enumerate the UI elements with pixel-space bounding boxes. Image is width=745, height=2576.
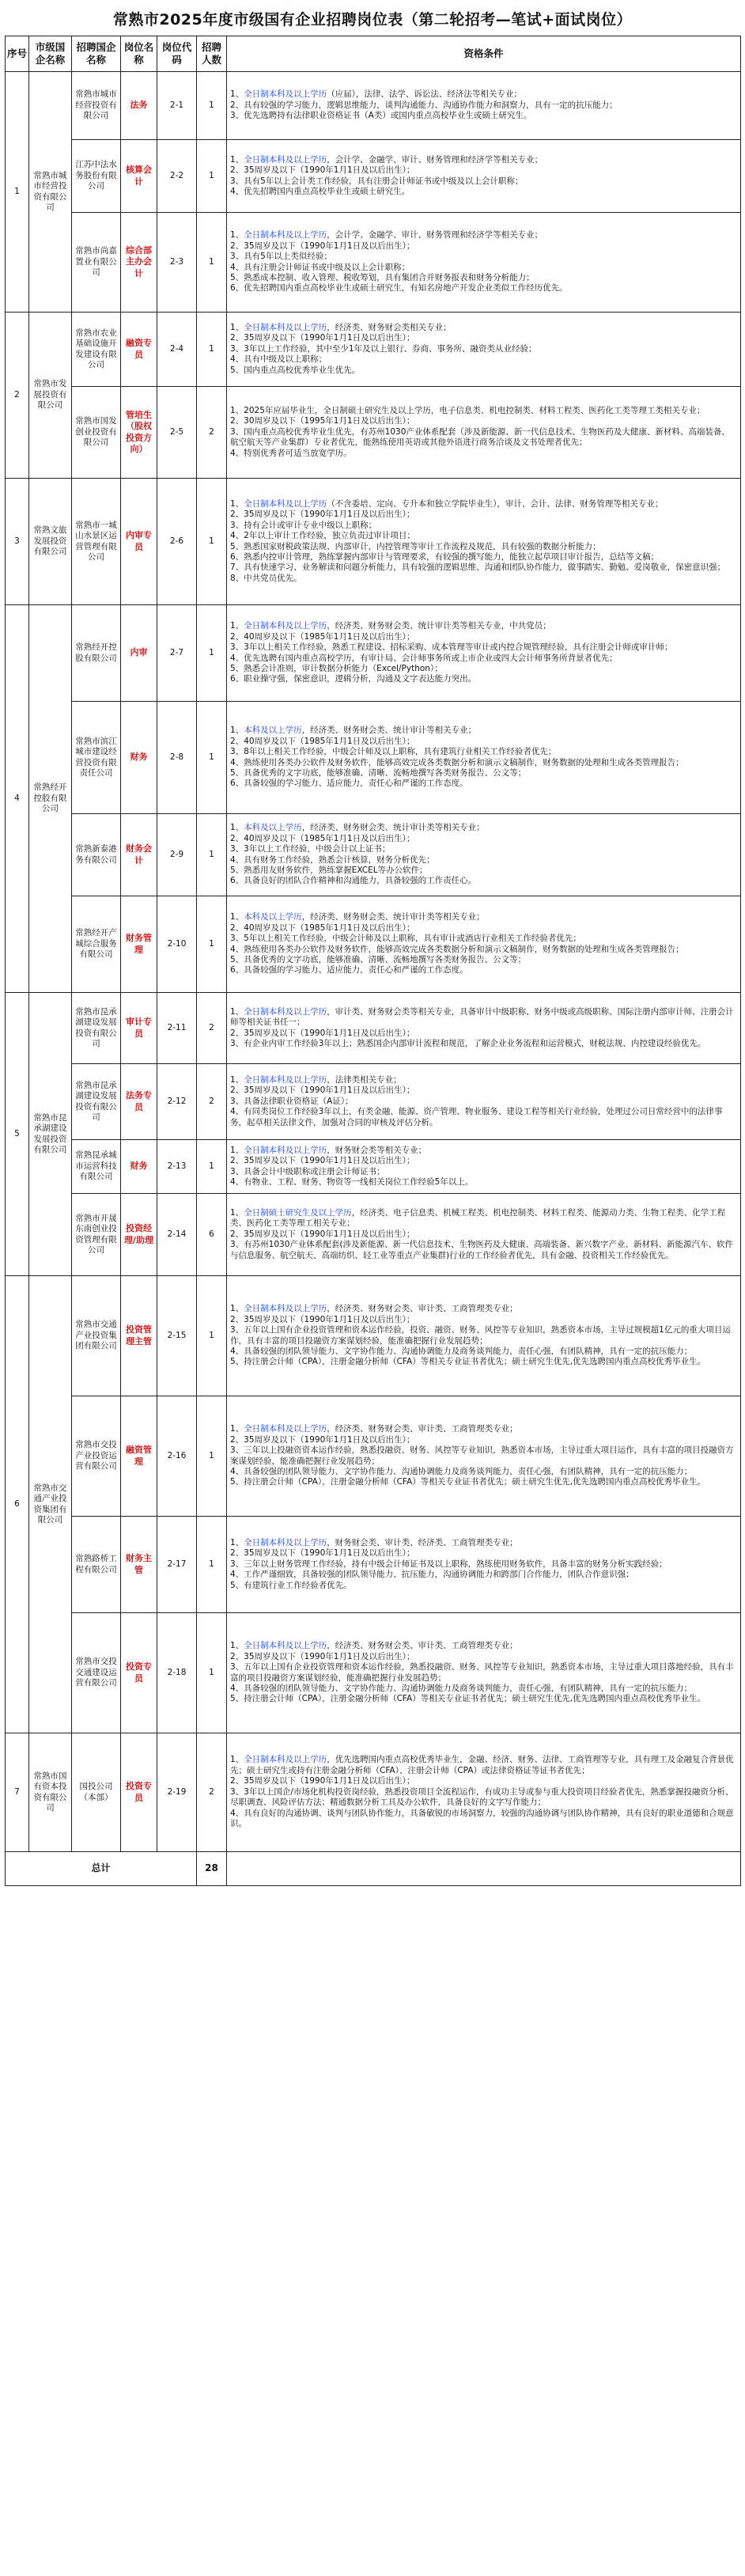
hiring-company: 常熟市滨江城市建设经营投资有限责任公司 — [72, 702, 121, 814]
position-code: 2-15 — [157, 1276, 197, 1396]
header-parent: 市级国企名称 — [29, 36, 72, 72]
position-name: 投资专员 — [121, 1613, 157, 1733]
requirement-line: 5、持注册会计师（CPA），注册金融分析师（CFA）等相关专业证书者优先；硕士研究生优先,优先选聘国内重点高校优秀毕业生。 — [230, 1694, 706, 1704]
hiring-company: 常熟昆承城市运营科技有限公司 — [72, 1140, 121, 1194]
requirement-line: 2、35周岁及以下（1990年1月1日及以后出生）； — [230, 1229, 415, 1239]
requirement-line: 4、具备较强的团队领导能力、文字协作能力、沟通协调能力及商务谈判能力，责任心强，有团队精神，具有一定的抗压能力； — [230, 1346, 693, 1356]
hire-count: 1 — [197, 1613, 227, 1733]
requirement-line: 2、具有较强的学习能力，逻辑思维能力，谈判沟通能力、沟通协作能力和洞察力，具有一定的抗压能力； — [230, 100, 618, 110]
requirement-line: 4、有同类岗位工作经验3年以上，有类金融、能源、资产管理、物业服务、建设工程等相关行业经验，处理过公司日常经营中的法律事务，起草相关法律文件，加强对合同的审核及评估分析。 — [230, 1107, 723, 1127]
table-row — [6, 1517, 741, 1613]
education-highlight: 全日制本科及以上学历 — [244, 230, 327, 241]
position-code: 2-16 — [157, 1396, 197, 1517]
hire-count: 1 — [197, 1517, 227, 1613]
requirement-line: 5、熟悉成本控制、收入管理、税收筹划，具有集团合并财务报表和财务分析能力； — [230, 272, 535, 282]
requirement-line: 4、具有良好的沟通协调、谈判与团队协作能力，具备敏锐的市场洞察力，较强的沟通协调与团队协作精神，具有良好的职业道德和合规意识。 — [230, 1808, 734, 1829]
education-highlight: 全日制本科及以上学历 — [244, 1145, 327, 1155]
hiring-company: 常熟市一城山水景区运营管理有限公司 — [72, 479, 121, 605]
position-code: 2-3 — [157, 213, 197, 313]
position-code: 2-4 — [157, 313, 197, 387]
requirement-line: 6、具备较强的学习能力、适应能力，责任心和严谨的工作态度。 — [230, 778, 468, 789]
requirement-line: 5、熟悉国家财税政策法规、内部审计，内控管理等审计工作流程及规范，具有较强的数据分析能力； — [230, 541, 601, 551]
requirement-line: 4、具备较强的团队领导能力、文字协作能力、沟通协调能力及商务谈判能力，责任心强，有团队精神，具有一定的抗压能力； — [230, 1683, 693, 1693]
requirement-line: 1、全日制本科及以上学历，优先选聘国内重点高校优秀毕业生，金融、经济、财务、法律、工商管理等专业，具有理工及金融复合背景优先；硕士研究生或持有注册金融分析师（CFA）、注册会计师（CPA）或法律资格证等证书者优先； — [230, 1755, 734, 1775]
parent-company: 常熟市城市经营投资有限公司 — [29, 72, 72, 313]
header-requirements: 资格条件 — [227, 36, 741, 72]
requirement-line: 1、2025年应届毕业生，全日制硕士研究生及以上学历，电子信息类、机电控制类、材料工程类、医药化工类等理工类相关专业； — [230, 405, 705, 415]
page — [5, 0, 740, 1886]
hiring-company: 常熟经开控股有限公司 — [72, 605, 121, 702]
requirement-line: 2、35周岁及以下（1990年1月1日及以后出生）； — [230, 1651, 415, 1661]
requirement-line: 5、有建筑行业工作经验者优先。 — [230, 1580, 352, 1590]
requirement-line: 3、优先选聘持有法律职业资格证书（A类）或国内重点高校毕业生或硕士研究生。 — [230, 111, 532, 121]
table-row — [6, 993, 741, 1064]
table-row — [6, 605, 741, 702]
hiring-company: 常熟经开产城综合服务有限公司 — [72, 896, 121, 993]
requirement-line: 3、三年以上投融资资本运作经验，熟悉投融资、财务、风控等专业知识，熟悉资本市场，主导过重大项目运作，具有丰富的项目投融资方案谋划经验，能准确把握行业发展趋势； — [230, 1445, 734, 1466]
requirement-line: 4、具有中级及以上职称； — [230, 354, 327, 365]
requirements — [227, 479, 741, 605]
requirement-line: 3、3年以上相关工作经验，熟悉工程建设、招标采购、成本管理等审计或内控合规管理经验，具有注册会计师或审计师； — [230, 642, 673, 653]
requirement-line: 3、五年以上国有企业投资管理和资本运作经验，熟悉投融资、财务、风控等专业知识，熟悉资本市场，主导过重大项目落地经验，具有丰富的项目投融资方案谋划经验，能准确把握行业发展趋势； — [230, 1662, 734, 1683]
table-row — [6, 387, 741, 479]
education-highlight: 全日制本科及以上学历 — [244, 154, 327, 165]
position-code: 2-8 — [157, 702, 197, 814]
position-name: 融资管理 — [121, 1396, 157, 1517]
requirement-line: 3、持有会计或审计专业中级以上职称； — [230, 520, 377, 530]
hire-count: 1 — [197, 702, 227, 814]
requirement-line: 1、全日制本科及以上学历，经济类、财务财会类、统计审计类等相关专业，中共党员； — [230, 621, 551, 631]
requirement-line: 1、全日制本科及以上学历（应届），法律、法学、诉讼法、经济法等相关专业； — [230, 89, 522, 100]
position-code: 2-14 — [157, 1194, 197, 1276]
hire-count: 1 — [197, 313, 227, 387]
position-name: 财务会计 — [121, 814, 157, 896]
hiring-company: 常熟路桥工程有限公司 — [72, 1517, 121, 1613]
job-table — [5, 36, 741, 1886]
requirement-line: 1、全日制本科及以上学历，财务财会类等相关专业； — [230, 1145, 427, 1155]
education-highlight: 本科及以上学历 — [244, 725, 302, 736]
requirement-line: 8、中共党员优先。 — [230, 573, 302, 583]
position-name: 内审专员 — [121, 479, 157, 605]
requirement-line: 3、五年以上国有企业投资管理和资本运作经验，投资、融资、财务、风控等专业知识，熟悉资本市场，主导过规模超1亿元的重大项目运作，具有丰富的项目投融资方案谋划经验，能准确把握行业发展趋势； — [230, 1325, 731, 1346]
requirement-line: 1、全日制本科及以上学历，法律类相关专业； — [230, 1074, 402, 1085]
hire-count: 1 — [197, 605, 227, 702]
requirement-line: 2、35周岁及以下（1990年1月1日及以后出生）； — [230, 1314, 415, 1324]
requirement-line: 6、职业操守强，保密意识，逻辑分析，沟通及文字表达能力突出。 — [230, 674, 477, 684]
hire-count: 1 — [197, 1140, 227, 1194]
requirement-line: 4、具有注册会计师证书或中级及以上会计职称； — [230, 262, 410, 272]
education-highlight: 全日制本科及以上学历 — [244, 621, 327, 631]
requirement-line: 2、35周岁及以下（1990年1月1日及以后出生）； — [230, 165, 415, 176]
hire-count: 1 — [197, 1276, 227, 1396]
row-number: 1 — [6, 72, 29, 313]
total-empty — [227, 1852, 741, 1886]
hire-count: 2 — [197, 1064, 227, 1140]
position-name: 财务管理 — [121, 896, 157, 993]
position-name: 投资专员 — [121, 1733, 157, 1852]
requirement-line: 2、35周岁及以下（1990年1月1日及以后出生）； — [230, 1156, 415, 1166]
requirement-line: 2、35周岁及以下（1990年1月1日及以后出生）； — [230, 1548, 415, 1559]
table-row — [6, 1613, 741, 1733]
hiring-company: 常熟市城市经营投资有限公司 — [72, 72, 121, 140]
position-code: 2-9 — [157, 814, 197, 896]
table-row — [6, 1194, 741, 1276]
requirements — [227, 1276, 741, 1396]
requirement-line: 4、具有财务工作经验，熟悉会计核算，财务分析优先； — [230, 854, 435, 865]
position-name: 综合部主办会计 — [121, 213, 157, 313]
requirements — [227, 1733, 741, 1852]
position-code: 2-12 — [157, 1064, 197, 1140]
total-row — [6, 1852, 741, 1886]
requirements — [227, 1064, 741, 1140]
requirements — [227, 814, 741, 896]
education-highlight: 本科及以上学历 — [244, 912, 302, 922]
requirement-line: 2、40周岁及以下（1985年1月1日及以后出生）； — [230, 833, 415, 843]
position-code: 2-13 — [157, 1140, 197, 1194]
requirement-line: 2、40周岁及以下（1985年1月1日及以后出生）； — [230, 631, 415, 642]
requirement-line: 1、全日制本科及以上学历，会计学、金融学、审计、财务管理和经济学等相关专业； — [230, 154, 543, 165]
hiring-company: 常熟市昆承湖建设发展投资有限公司 — [72, 1064, 121, 1140]
requirements — [227, 140, 741, 213]
position-code: 2-6 — [157, 479, 197, 605]
position-code: 2-18 — [157, 1613, 197, 1733]
requirement-line: 2、40周岁及以下（1985年1月1日及以后出生）； — [230, 736, 415, 746]
requirement-line: 2、35周岁及以下（1990年1月1日及以后出生）； — [230, 1434, 415, 1445]
parent-company: 常熟经开控股有限公司 — [29, 605, 72, 993]
requirement-line: 4、熟练使用各类办公软件及财务软件，能够高效完成各类数据分析和演示文稿制作，财务数据的处理和生成各类管理报告； — [230, 757, 684, 767]
hiring-company: 常熟市交投产业投资运营有限公司 — [72, 1396, 121, 1517]
table-row — [6, 1276, 741, 1396]
table-row — [6, 702, 741, 814]
position-name: 管培生（股权投资方向） — [121, 387, 157, 479]
hire-count: 1 — [197, 72, 227, 140]
requirement-line: 6、具备良好的团队合作精神和沟通能力，具备较强的工作责任心。 — [230, 876, 477, 886]
education-highlight: 全日制本科及以上学历 — [244, 1641, 327, 1651]
header-row — [6, 36, 741, 72]
position-name: 核算会计 — [121, 140, 157, 213]
requirement-line: 1、全日制本科及以上学历，经济类、财务财会类相关专业； — [230, 322, 452, 332]
education-highlight: 全日制硕士研究生及以上学历 — [244, 1207, 352, 1218]
hiring-company: 常熟市交投交通建设运营有限公司 — [72, 1613, 121, 1733]
position-name: 投资经理/助理 — [121, 1194, 157, 1276]
education-highlight: 全日制本科及以上学历 — [244, 322, 327, 332]
requirements — [227, 702, 741, 814]
requirement-line: 2、35周岁及以下（1990年1月1日及以后出生）； — [230, 1776, 415, 1786]
position-name: 融资专员 — [121, 313, 157, 387]
hire-count: 1 — [197, 140, 227, 213]
row-number: 4 — [6, 605, 29, 993]
position-code: 2-11 — [157, 993, 197, 1064]
requirement-line: 4、具备较强的团队领导能力、文字协作能力、沟通协调能力及商务谈判能力，责任心强，有团队精神，具有一定的抗压能力； — [230, 1466, 693, 1476]
requirement-line: 3、3年以上工作经验，其中至少1年及以上银行、券商、事务所、融资类从业经验； — [230, 343, 537, 354]
table-row — [6, 72, 741, 140]
requirement-line: 1、全日制本科及以上学历，审计类、财务财会类等相关专业，具备审计中级职称、财务中级或高级职称、国际注册内部审计师、注册会计师等相关证书任一； — [230, 1006, 734, 1028]
hire-count: 1 — [197, 213, 227, 313]
position-name: 审计专员 — [121, 993, 157, 1064]
requirement-line: 5、熟悉用友财务软件，熟练掌握EXCEL等办公软件； — [230, 865, 428, 875]
requirement-line: 1、全日制本科及以上学历（不含委培、定向、专升本和独立学院毕业生），审计、会计、法律、财务管理等相关专业； — [230, 498, 664, 509]
requirements — [227, 896, 741, 993]
position-name: 财务主管 — [121, 1517, 157, 1613]
requirement-line: 4、工作严谨细致，具备较强的团队领导能力、抗压能力，沟通协调能力和跨部门合作能力，团队合作意识强； — [230, 1570, 634, 1580]
requirement-line: 4、熟练使用各类办公软件及财务软件，能够高效完成各类数据分析和演示文稿制作，财务数据的处理和生成各类管理报告； — [230, 944, 684, 954]
requirement-line: 2、35周岁及以下（1990年1月1日及以后出生）； — [230, 333, 415, 343]
hiring-company: 常熟新泰港务有限公司 — [72, 814, 121, 896]
requirements — [227, 605, 741, 702]
education-highlight: 全日制本科及以上学历 — [244, 1074, 327, 1085]
requirement-line: 2、35周岁及以下（1990年1月1日及以后出生）； — [230, 1028, 415, 1038]
requirement-line: 1、本科及以上学历，经济类、财务财会类、统计审计等相关专业； — [230, 725, 477, 736]
header-company: 招聘国企名称 — [72, 36, 121, 72]
hire-count: 1 — [197, 814, 227, 896]
row-number: 2 — [6, 313, 29, 479]
parent-company: 常熟文旅发展投资有限公司 — [29, 479, 72, 605]
requirements — [227, 313, 741, 387]
parent-company: 常熟市交通产业投资集团有限公司 — [29, 1276, 72, 1733]
requirement-line: 2、35周岁及以下（1990年1月1日及以后出生）； — [230, 1085, 415, 1096]
requirement-line: 4、优先招聘国内重点高校毕业生或硕士研究生。 — [230, 186, 410, 196]
requirement-line: 3、有苏州1030产业体系配套(涉及新能源、新一代信息技术、生物医药及大健康、高端装备、新兴数字产业、新材料、新能源汽车、软件与信息服务、航空航天、高端纺织、轻工业等重点产业集群)行业的工作经验者优先，具有金融、投资相关工作经验优先。 — [230, 1240, 733, 1260]
requirement-line: 2、40周岁及以下（1985年1月1日及以后出生）； — [230, 922, 415, 933]
hire-count: 2 — [197, 993, 227, 1064]
position-name: 投资管理主管 — [121, 1276, 157, 1396]
requirement-line: 3、3年以上工作经验，中级会计以上证书； — [230, 844, 391, 854]
requirement-line: 3、具有5年以上类似经验； — [230, 252, 332, 262]
requirement-line: 6、熟悉内控审计管理，熟练掌握内部审计与管理要求，有较强的撰写能力，能独立起草项目审计报告，总结等文稿； — [230, 551, 660, 562]
requirement-line: 5、熟悉会计准则，审计数据分析能力（Excel/Python）； — [230, 663, 443, 673]
requirement-line: 3、5年以上相关工作经验，中级会计师及以上职称，具有审计或酒店行业相关工作经验者优先； — [230, 934, 581, 944]
header-position: 岗位名称 — [121, 36, 157, 72]
table-row — [6, 1396, 741, 1517]
requirement-line: 2、30周岁及以下（1995年1月1日及以后出生）； — [230, 416, 415, 426]
requirement-line: 3、具有5年以上会计类工作经验，具有注册会计师证书或中级及以上会计职称； — [230, 176, 524, 186]
requirement-line: 3、3年以上国企/市场化机构投资岗经验，熟悉投资项目全流程运作，有成功主导或参与重大投资项目经验者优先，熟悉掌握投融资分析、尽职调查、风险评估方法；精通数据分析工具及办公软件，具备良好的文字写作能力； — [230, 1786, 734, 1808]
table-row — [6, 896, 741, 993]
parent-company: 常熟市国有资本投资有限公司 — [29, 1733, 72, 1852]
hiring-company: 常熟市交通产业投资集团有限公司 — [72, 1276, 121, 1396]
position-code: 2-7 — [157, 605, 197, 702]
hiring-company: 常熟市农业基础设施开发建设有限公司 — [72, 313, 121, 387]
requirements — [227, 387, 741, 479]
requirement-line: 5、持注册会计师（CPA），注册金融分析师（CFA）等相关专业证书者优先；硕士研究生优先,优先选聘国内重点高校优秀毕业生。 — [230, 1357, 706, 1367]
requirement-line: 3、有企业内审工作经验3年以上；熟悉国企内部审计流程和规范，了解企业业务流程和运营模式，财税法规、内控建设经验优先。 — [230, 1038, 706, 1048]
position-name: 法务专员 — [121, 1064, 157, 1140]
requirement-line: 3、8年以上相关工作经验，中级会计师及以上职称，具有建筑行业相关工作经验者优先； — [230, 747, 557, 757]
requirements — [227, 1396, 741, 1517]
requirement-line: 7、具有快速学习、业务解读和问题分析能力，具有较强的逻辑思维、沟通和团队协作能力，做事踏实、勤勉、爱岗敬业，保密意识强； — [230, 563, 726, 573]
table-row — [6, 1140, 741, 1194]
requirement-line: 1、全日制硕士研究生及以上学历，经济类、电子信息类、机械工程类、机电控制类、材料工程类、能源动力类、生物工程类、化学工程类、医药化工类等理工相关专业； — [230, 1207, 726, 1229]
position-code: 2-10 — [157, 896, 197, 993]
requirement-line: 1、全日制本科及以上学历，财务财会类、审计类、经济类、工商管理类专业； — [230, 1537, 518, 1547]
hiring-company: 常熟市开晟东南创业投资管理有限公司 — [72, 1194, 121, 1276]
page-title: 常熟市2025年度市级国有企业招聘岗位表（第二轮招考—笔试+面试岗位） — [112, 11, 633, 28]
row-number: 3 — [6, 479, 29, 605]
requirements — [227, 1613, 741, 1733]
table-row — [6, 1064, 741, 1140]
requirement-line: 4、有物业、工程、财务、物资等一线相关岗位工作经验5年以上。 — [230, 1176, 474, 1187]
education-highlight: 全日制本科及以上学历 — [244, 498, 327, 509]
requirements — [227, 1140, 741, 1194]
requirements — [227, 1194, 741, 1276]
hire-count: 1 — [197, 479, 227, 605]
row-number: 7 — [6, 1733, 29, 1852]
requirement-line: 2、35周岁及以下（1990年1月1日及以后出生）； — [230, 241, 415, 251]
education-highlight: 全日制本科及以上学历 — [244, 1304, 327, 1314]
table-row — [6, 140, 741, 213]
education-highlight: 全日制本科及以上学历 — [244, 1755, 327, 1765]
requirement-line: 3、三年以上财务管理工作经验，持有中级会计师证书及以上职称，熟练使用财务软件，具备丰富的财务分析实践经验； — [230, 1559, 667, 1569]
education-highlight: 全日制本科及以上学历 — [244, 1006, 327, 1017]
requirement-line: 5、国内重点高校优秀毕业生优先。 — [230, 365, 361, 375]
hiring-company: 常熟市国发创业投资有限公司 — [72, 387, 121, 479]
header-count: 招聘人数 — [197, 36, 227, 72]
requirement-line: 4、2年以上审计工作经验，独立负责过审计项目； — [230, 531, 415, 541]
header-no: 序号 — [6, 36, 29, 72]
hire-count: 2 — [197, 1733, 227, 1852]
parent-company: 常熟市发展投资有限公司 — [29, 313, 72, 479]
hire-count: 2 — [197, 387, 227, 479]
position-name: 法务 — [121, 72, 157, 140]
position-code: 2-19 — [157, 1733, 197, 1852]
table-row — [6, 313, 741, 387]
requirements — [227, 72, 741, 140]
requirement-line: 6、具备较强的学习能力、适应能力，责任心和严谨的工作态度。 — [230, 965, 468, 975]
hiring-company: 常熟市昆承湖建设发展投资有限公司 — [72, 993, 121, 1064]
table-row — [6, 814, 741, 896]
requirements — [227, 993, 741, 1064]
position-name: 财务 — [121, 1140, 157, 1194]
hiring-company: 国投公司（本部） — [72, 1733, 121, 1852]
row-number: 5 — [6, 993, 29, 1276]
requirement-line: 1、全日制本科及以上学历，会计学、金融学、审计、财务管理和经济学等相关专业； — [230, 230, 543, 241]
requirement-line: 3、国内重点高校优秀毕业生优先，有苏州1030产业体系配套（涉及新能源、新一代信息技术、生物医药及大健康、新材料、高端装备、航空航天等产业集群）专业者优先，能熟练使用英语或其他外语进行商务洽谈及文书处理者优先； — [230, 426, 730, 448]
position-name: 财务 — [121, 702, 157, 814]
education-highlight: 全日制本科及以上学历 — [244, 89, 327, 100]
row-number: 6 — [6, 1276, 29, 1733]
position-name: 内审 — [121, 605, 157, 702]
hire-count: 6 — [197, 1194, 227, 1276]
education-highlight: 全日制本科及以上学历 — [244, 1537, 327, 1547]
requirement-line: 2、35周岁及以下（1990年1月1日及以后出生）； — [230, 510, 415, 520]
parent-company: 常熟市昆承湖建设发展投资有限公司 — [29, 993, 72, 1276]
table-row — [6, 1733, 741, 1852]
requirement-line: 5、具备优秀的文字功底，能够准确、清晰、流畅地撰写各类财务报告、公文等； — [230, 767, 527, 778]
requirements — [227, 1517, 741, 1613]
requirement-line: 1、全日制本科及以上学历，经济类、财务财会类、审计类、工商管理类专业； — [230, 1641, 518, 1651]
requirements — [227, 213, 741, 313]
requirement-line: 1、全日制本科及以上学历，经济类、财务财会类、审计类、工商管理类专业； — [230, 1304, 518, 1314]
requirement-line: 5、持注册会计师（CPA），注册金融分析师（CFA）等相关专业证书者优先；硕士研究生优先,优先选聘国内重点高校优秀毕业生。 — [230, 1477, 706, 1487]
total-label: 总计 — [6, 1852, 197, 1886]
requirement-line: 5、具备优秀的文字功底，能够准确、清晰、流畅地撰写各类财务报告、公文等； — [230, 954, 527, 964]
requirement-line: 4、特别优秀者可适当放宽学历。 — [230, 448, 352, 458]
requirement-line: 3、具备会计中级职称或注册会计师证书； — [230, 1166, 385, 1176]
requirement-line: 6、优先招聘国内重点高校毕业生或硕士研究生，有知名房地产开发企业类似工作经历优先。 — [230, 283, 568, 294]
table-row — [6, 479, 741, 605]
requirement-line: 1、本科及以上学历，经济类、财务财会类、统计审计类等相关专业； — [230, 823, 485, 833]
hire-count: 1 — [197, 896, 227, 993]
table-body — [6, 72, 741, 1886]
header-code: 岗位代码 — [157, 36, 197, 72]
position-code: 2-5 — [157, 387, 197, 479]
hire-count: 1 — [197, 1396, 227, 1517]
hiring-company: 常熟市尚嘉置业有限公司 — [72, 213, 121, 313]
education-highlight: 本科及以上学历 — [244, 823, 302, 833]
requirement-line: 1、全日制本科及以上学历，经济类、财务财会类、审计类、工商管理类专业； — [230, 1424, 518, 1434]
table-row — [6, 213, 741, 313]
position-code: 2-2 — [157, 140, 197, 213]
requirement-line: 4、优先选聘有国内重点高校学历，有审计局、会计师事务所或上市企业或四大会计师事务所背景者优先； — [230, 653, 618, 663]
total-count: 28 — [197, 1852, 227, 1886]
requirement-line: 3、具备法律职业资格证（A证）； — [230, 1096, 354, 1106]
requirement-line: 1、本科及以上学历，经济类、财务财会类、统计审计类等相关专业； — [230, 912, 485, 922]
position-code: 2-1 — [157, 72, 197, 140]
education-highlight: 全日制本科及以上学历 — [244, 1424, 327, 1434]
position-code: 2-17 — [157, 1517, 197, 1613]
hiring-company: 江苏中法水务股份有限公司 — [72, 140, 121, 213]
